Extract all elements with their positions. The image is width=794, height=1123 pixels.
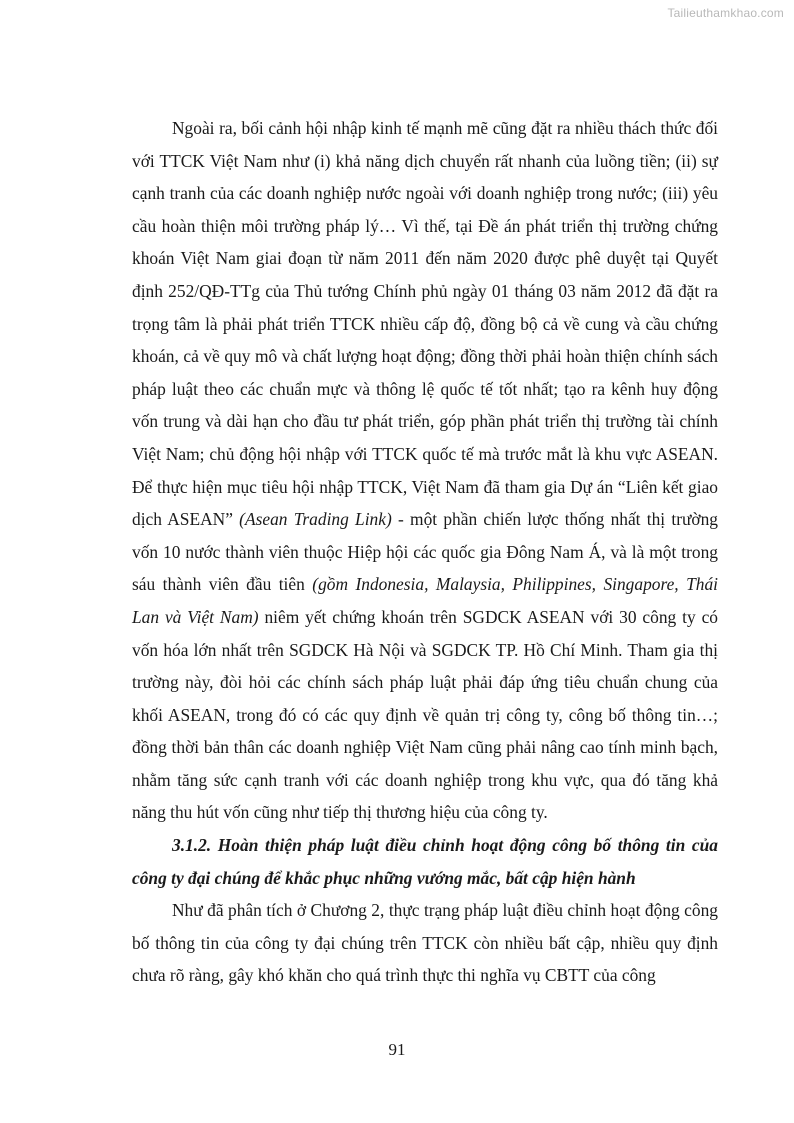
paragraph-intro-text-3: niêm yết chứng khoán trên SGDCK ASEAN với 30 công ty có vốn hóa lớn nhất trên SGDCK Hà Nội và SGDCK TP. Hồ Chí Minh. Tham gia thị trường này, đòi hỏi các chính sách pháp luật phải đáp ứng tiêu chuẩn chung của khối ASEAN, trong đó có các quy định về quản trị công ty, công bố thông tin…; đồng thời bản thân các doanh nghiệp Việt Nam cũng phải nâng cao tính minh bạch, nhằm tăng sức cạnh tranh với các doanh nghiệp trong khu vực, qua đó tăng khả năng thu hút vốn cũng như tiếp thị thương hiệu của công ty. [132, 606, 718, 823]
section-heading: 3.1.2. Hoàn thiện pháp luật điều chỉnh hoạt động công bố thông tin của công ty đại chúng để khắc phục những vướng mắc, bất cập hiện hành [132, 835, 718, 888]
document-body [132, 112, 718, 992]
paragraph-analysis: Như đã phân tích ở Chương 2, thực trạng pháp luật điều chỉnh hoạt động công bố thông tin của công ty đại chúng trên TTCK còn nhiều bất cập, nhiều quy định chưa rõ ràng, gây khó khăn cho quá trình thực thi nghĩa vụ CBTT của công [132, 900, 718, 986]
paragraph-intro-italic-2: (gồm Indonesia, Malaysia, Philippines, Singapore, Thái Lan và Việt Nam) [132, 574, 719, 627]
watermark: Tailieuthamkhao.com [667, 6, 784, 20]
paragraph-intro-text-2: - một phần chiến lược thống nhất thị trường vốn 10 nước thành viên thuộc Hiệp hội các quốc gia Đông Nam Á, và là một trong sáu thành viên đầu tiên [132, 509, 718, 595]
page-number: 91 [388, 1040, 406, 1059]
paragraph-intro-italic-1: (Asean Trading Link) [239, 509, 392, 530]
paragraph-intro [132, 112, 718, 829]
paragraph-intro-text-1: Ngoài ra, bối cảnh hội nhập kinh tế mạnh mẽ cũng đặt ra nhiều thách thức đối với TTCK Việt Nam như (i) khả năng dịch chuyển rất nhanh của luồng tiền; (ii) sự cạnh tranh của các doanh nghiệp nước ngoài với doanh nghiệp trong nước; (iii) yêu cầu hoàn thiện môi trường pháp lý… Vì thế, tại Đề án phát triển thị trường chứng khoán Việt Nam giai đoạn từ năm 2011 đến năm 2020 được phê duyệt tại Quyết định 252/QĐ-TTg của Thủ tướng Chính phủ ngày 01 tháng 03 năm 2012 đã đặt ra trọng tâm là phải phát triển TTCK nhiều cấp độ, đồng bộ cả về cung và cầu chứng khoán, cả về quy mô và chất lượng hoạt động; đồng thời phải hoàn thiện chính sách pháp luật theo các chuẩn mực và thông lệ quốc tế tốt nhất; tạo ra kênh huy động vốn trung và dài hạn cho đầu tư phát triển, góp phần phát triển thị trường tài chính Việt Nam; chủ động hội nhập với TTCK quốc tế mà trước mắt là khu vực ASEAN. Để thực hiện mục tiêu hội nhập TTCK, Việt Nam đã tham gia Dự án “Liên kết giao dịch ASEAN” [132, 118, 718, 530]
